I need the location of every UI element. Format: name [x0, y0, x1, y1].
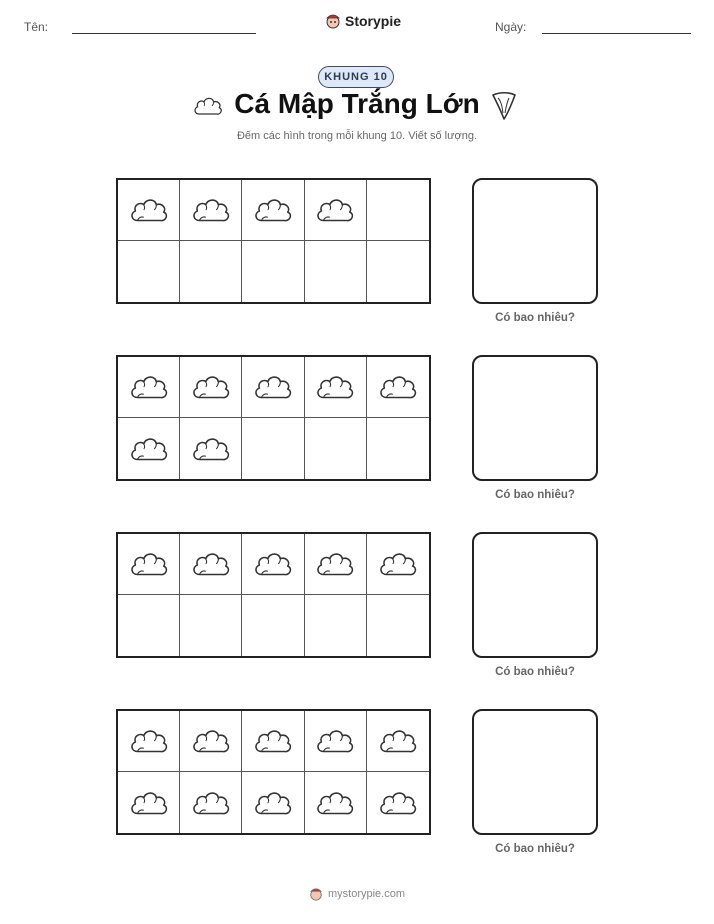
answer-question: Có bao nhiêu? [495, 843, 575, 855]
ten-frame-cell [118, 772, 180, 833]
cloud-icon [252, 725, 294, 757]
date-label: Ngày: [495, 20, 527, 34]
ten-frame-cell [118, 711, 180, 772]
ten-frame-cell [242, 534, 304, 595]
ten-frame-cell [305, 711, 367, 772]
brand-name: Storypie [345, 13, 402, 29]
ten-frame-cell [305, 772, 367, 833]
cloud-icon [252, 371, 294, 403]
ten-frame-cell [180, 357, 242, 418]
cloud-icon [190, 725, 232, 757]
mascot-icon [309, 886, 323, 902]
ten-frame-cell [118, 418, 180, 479]
ten-frame-cell [242, 241, 304, 302]
cloud-icon [377, 725, 419, 757]
ten-frame-cell [180, 180, 242, 241]
shark-tooth-icon [490, 91, 518, 121]
answer-box[interactable] [472, 355, 598, 481]
cloud-icon [314, 725, 356, 757]
ten-frame-cell [118, 357, 180, 418]
ten-frame-cell [180, 241, 242, 302]
ten-frame-cell [242, 180, 304, 241]
brand-logo [325, 12, 401, 30]
ten-frame-cell [367, 534, 429, 595]
page-title: Cá Mập Trắng Lớn [234, 88, 480, 119]
ten-frame-cell [305, 418, 367, 479]
ten-frame-cell [242, 772, 304, 833]
ten-frame-cell [305, 241, 367, 302]
ten-frame [116, 178, 431, 304]
answer-question: Có bao nhiêu? [495, 312, 575, 324]
cloud-icon [377, 371, 419, 403]
ten-frame-cell [180, 418, 242, 479]
ten-frame-cell [118, 241, 180, 302]
ten-frame-cell [367, 241, 429, 302]
footer [0, 886, 714, 902]
cloud-icon [252, 548, 294, 580]
cloud-icon [128, 725, 170, 757]
ten-frame-cell [118, 180, 180, 241]
ten-frame [116, 532, 431, 658]
ten-frame [116, 709, 431, 835]
name-line[interactable] [72, 33, 256, 34]
ten-frame-cell [118, 534, 180, 595]
footer-site[interactable]: mystorypie.com [327, 888, 406, 900]
ten-frame-cell [367, 711, 429, 772]
cloud-icon [314, 371, 356, 403]
instructions: Đếm các hình trong mỗi khung 10. Viết số lượng. [236, 130, 477, 142]
cloud-icon [190, 548, 232, 580]
cloud-icon [192, 94, 224, 118]
date-line[interactable] [542, 33, 691, 34]
ten-frame-cell [180, 711, 242, 772]
cloud-icon [190, 433, 232, 465]
ten-frame-cell [367, 595, 429, 656]
ten-frame-cell [305, 357, 367, 418]
ten-frame-cell [367, 772, 429, 833]
cloud-icon [128, 433, 170, 465]
ten-frame-cell [118, 595, 180, 656]
ten-frame-cell [180, 595, 242, 656]
cloud-icon [128, 787, 170, 819]
cloud-icon [190, 194, 232, 226]
ten-frame-cell [367, 180, 429, 241]
ten-frame-cell [305, 534, 367, 595]
cloud-icon [377, 548, 419, 580]
cloud-icon [252, 787, 294, 819]
cloud-icon [128, 194, 170, 226]
cloud-icon [314, 194, 356, 226]
ten-frame-cell [242, 357, 304, 418]
answer-box[interactable] [472, 709, 598, 835]
ten-frame-cell [180, 772, 242, 833]
ten-frame-cell [242, 711, 304, 772]
cloud-icon [128, 371, 170, 403]
ten-frame [116, 355, 431, 481]
cloud-icon [252, 194, 294, 226]
ten-frame-badge: KHUNG 10 [318, 66, 394, 88]
ten-frame-cell [367, 418, 429, 479]
name-label: Tên: [24, 20, 49, 34]
answer-question: Có bao nhiêu? [495, 489, 575, 501]
answer-question: Có bao nhiêu? [495, 666, 575, 678]
answer-box[interactable] [472, 532, 598, 658]
cloud-icon [190, 371, 232, 403]
answer-box[interactable] [472, 178, 598, 304]
ten-frame-cell [305, 595, 367, 656]
cloud-icon [190, 787, 232, 819]
cloud-icon [128, 548, 170, 580]
ten-frame-cell [242, 418, 304, 479]
ten-frame-cell [242, 595, 304, 656]
cloud-icon [314, 787, 356, 819]
ten-frame-cell [180, 534, 242, 595]
cloud-icon [377, 787, 419, 819]
mascot-icon [325, 12, 341, 30]
cloud-icon [314, 548, 356, 580]
ten-frame-cell [367, 357, 429, 418]
ten-frame-cell [305, 180, 367, 241]
